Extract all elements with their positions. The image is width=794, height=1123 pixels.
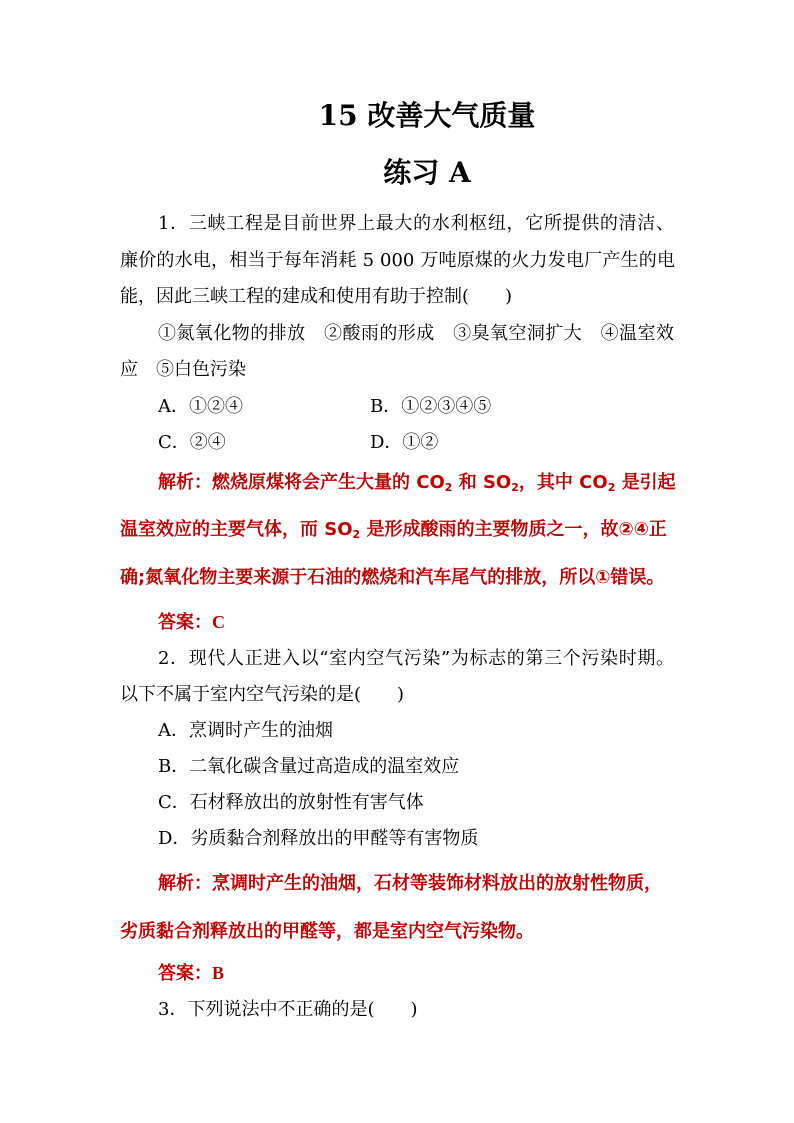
q1-option-b: B．①②③④⑤ <box>370 396 492 417</box>
page-title: 15 改善大气质量 <box>318 99 536 132</box>
q2-answer-value: B <box>212 963 225 983</box>
q2-analysis-label: 解析： <box>158 873 212 894</box>
q3-stem-line-1: 3．下列说法中不正确的是( ) <box>158 999 418 1020</box>
q1-option-d: D．①② <box>370 432 439 453</box>
q1-stem-line-1: 1．三峡工程是目前世界上最大的水利枢纽，它所提供的清洁、 <box>158 213 674 234</box>
q2-analysis-line-1: 解析：烹调时产生的油烟，石材等装饰材料放出的放射性物质， <box>158 873 662 894</box>
q2-answer-label: 答案： <box>158 963 212 984</box>
q1-items-line-1: ①氮氧化物的排放 ②酸雨的形成 ③臭氧空洞扩大 ④温室效 <box>158 323 674 344</box>
q1-analysis-line-3: 确;氮氧化物主要来源于石油的燃烧和汽车尾气的排放，所以①错误。 <box>120 567 665 588</box>
q1-stem-line-3: 能，因此三峡工程的建成和使用有助于控制( ) <box>120 286 513 307</box>
q1-items-line-2: 应 ⑤白色污染 <box>120 359 246 380</box>
q2-option-b: B．二氧化碳含量过高造成的温室效应 <box>158 756 460 777</box>
q2-option-a: A．烹调时产生的油烟 <box>158 720 333 741</box>
q1-analysis-line-2: 温室效应的主要气体，而 $SO_2$ 是形成酸雨的主要物质之一，故②④正 <box>120 519 667 541</box>
page-subtitle: 练习 A <box>383 156 471 189</box>
q2-option-d: D．劣质黏合剂释放出的甲醛等有害物质 <box>158 828 479 849</box>
q1-analysis-line-1: 解析：燃烧原煤将会产生大量的 $CO_2$ 和 $SO_2$，其中 $CO_2$ 是引起 <box>158 472 676 494</box>
q1-answer <box>158 610 225 635</box>
q1-answer-value: C <box>212 612 225 632</box>
q1-option-c: C．②④ <box>158 432 226 453</box>
q2-analysis-line-2: 劣质黏合剂释放出的甲醛等，都是室内空气污染物。 <box>120 921 534 942</box>
q2-answer <box>158 961 224 986</box>
q1-stem-line-2: 廉价的水电，相当于每年消耗 5 000 万吨原煤的火力发电厂产生的电 <box>120 250 675 271</box>
q2-stem-line-2: 以下不属于室内空气污染的是( ) <box>120 684 405 705</box>
q2-option-c: C．石材释放出的放射性有害气体 <box>158 792 424 813</box>
q2-stem-line-1: 2．现代人正进入以“室内空气污染”为标志的第三个污染时期。 <box>158 648 674 669</box>
q1-option-a: A．①②④ <box>158 396 243 417</box>
q1-answer-label: 答案： <box>158 612 212 633</box>
q1-analysis-label: 解析： <box>158 472 212 493</box>
